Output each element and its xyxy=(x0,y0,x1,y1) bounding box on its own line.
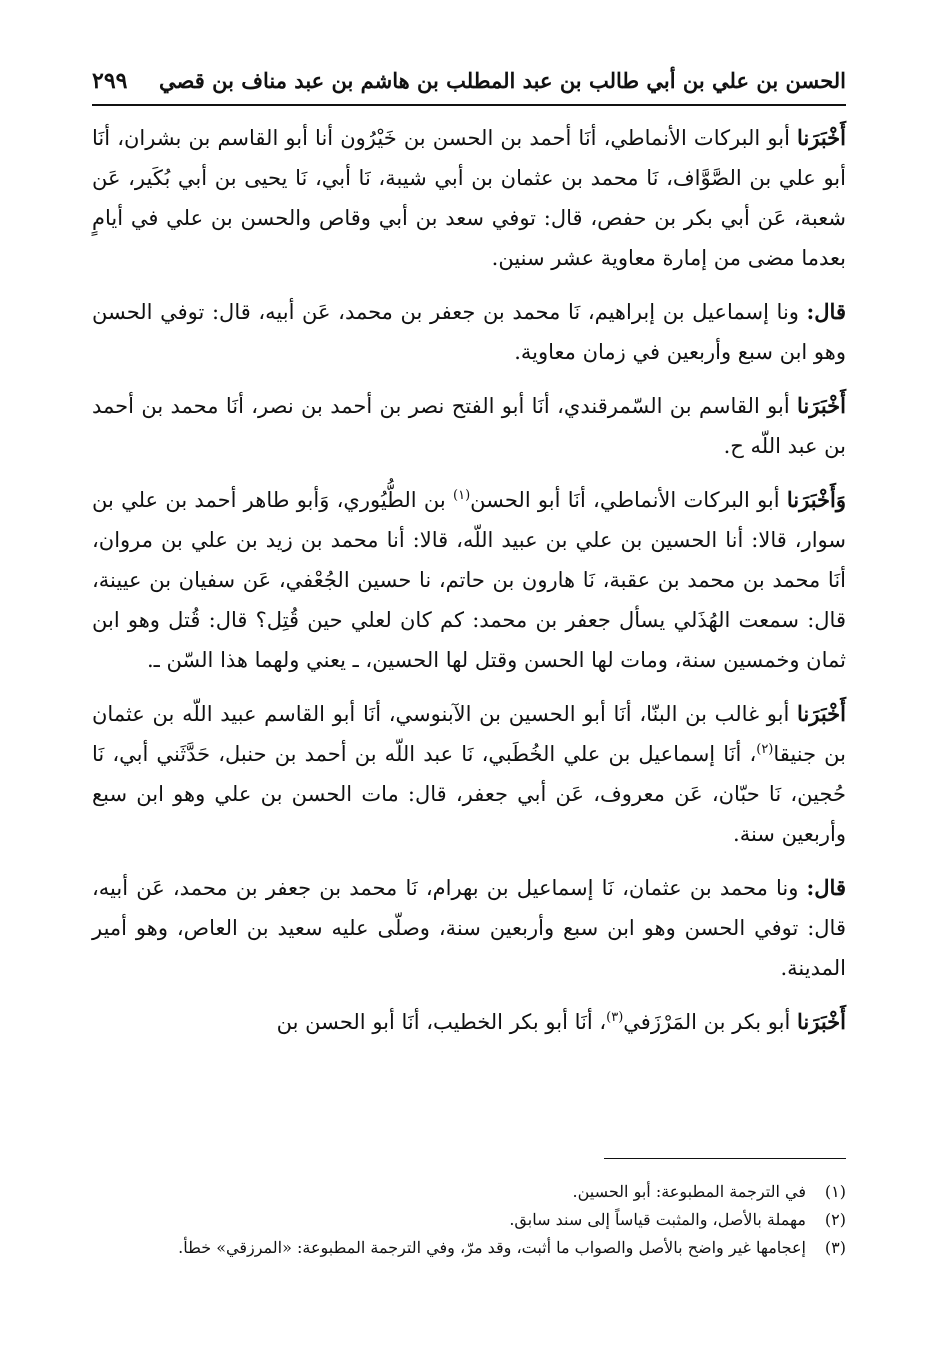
paragraph-6 xyxy=(92,868,846,988)
paragraph-lead: أَخْبَرَنا xyxy=(797,125,846,150)
footnote-reference: (١) xyxy=(453,488,471,503)
paragraph-1 xyxy=(92,118,846,278)
footnote-text: مهملة بالأصل، والمثبت قياساً إلى سند سابق. xyxy=(509,1210,806,1229)
paragraph-7 xyxy=(92,1002,846,1042)
paragraph-text: أبو القاسم بن السّمرقندي، أنَا أبو الفتح نصر بن أحمد بن نصر، أنَا محمد بن أحمد بن عبد اللّه ح. xyxy=(92,394,846,458)
footnotes xyxy=(92,1178,846,1262)
footnote-number: (١) xyxy=(824,1182,846,1201)
running-title: الحسن بن علي بن أبي طالب بن عبد المطلب بن هاشم بن عبد مناف بن قصي xyxy=(159,68,846,93)
paragraph-3 xyxy=(92,386,846,466)
footnote-number: (٢) xyxy=(824,1210,846,1229)
paragraph-text: ونا محمد بن عثمان، نَا إسماعيل بن بهرام، نَا محمد بن جعفر بن محمد، عَن أبيه، قال: توفي الحسن وهو ابن سبع وأربعين سنة، وصلّى عليه سعيد بن العاص، وهو أمير المدينة. xyxy=(92,876,846,980)
paragraph-text: أبو بكر بن المَرْزَفي xyxy=(623,1010,798,1034)
paragraph-text: أبو البركات الأنماطي، أنَا أبو الحسن xyxy=(470,488,787,512)
page-header xyxy=(92,62,846,102)
footnote-reference: (٣) xyxy=(606,1010,624,1025)
footnote-2 xyxy=(92,1206,846,1234)
paragraph-5 xyxy=(92,694,846,854)
paragraph-lead: أَخْبَرَنا xyxy=(797,1009,846,1034)
footnote-1 xyxy=(92,1178,846,1206)
paragraph-text: بن الطُّيُوري، وَأبو طاهر أحمد بن علي بن سوار، قالا: أنا الحسين بن علي بن عبيد اللّه، قالا: أنا محمد بن زيد بن علي بن مروان، أنَا محمد بن محمد بن عقبة، نَا هارون بن حاتم، نا حسين الجُعْفي، عَن سفيان بن عيينة، قال: سمعت الهُذَلي يسأل جعفر بن محمد: كم كان لعلي حين قُتِل؟ قال: قُتل وهو ابن ثمان وخمسين سنة، ومات لها الحسن وقتل لها الحسين، ـ يعني ولهما هذا السّن ـ. xyxy=(92,488,846,672)
paragraph-lead: وَأَخْبَرَنا xyxy=(786,487,846,512)
paragraph-text: أبو غالب بن البنّا، أنَا أبو الحسين بن الآبنوسي، أنَا أبو القاسم عبيد اللّه بن عثمان بن جنيقا xyxy=(92,702,846,766)
footnote-divider xyxy=(604,1158,846,1159)
paragraph-2 xyxy=(92,292,846,372)
paragraph-lead: أَخْبَرَنا xyxy=(797,701,846,726)
paragraph-lead: قال: xyxy=(806,299,846,324)
main-text xyxy=(92,118,846,1056)
paragraph-4 xyxy=(92,480,846,680)
footnote-3 xyxy=(92,1234,846,1262)
paragraph-text: أبو البركات الأنماطي، أنَا أحمد بن الحسن بن خَيْرُون أنا أبو القاسم بن بشران، أنَا أبو علي بن الصَّوَّاف، نَا محمد بن عثمان بن أبي شيبة، نَا أبي، نَا يحيى بن أبي بُكَير، عَن شعبة، عَن أبي بكر بن حفص، قال: توفي سعد بن أبي وقاص والحسن بن علي في أيامٍ بعدما مضى من إمارة معاوية عشر سنين. xyxy=(92,126,846,270)
paragraph-text: ، أنَا أبو بكر الخطيب، أنَا أبو الحسن بن xyxy=(276,1010,607,1034)
paragraph-lead: أَخْبَرَنا xyxy=(797,393,846,418)
footnote-text: إعجامها غير واضح بالأصل والصواب ما أثبت، وقد مرّ، وفي الترجمة المطبوعة: «المرزقي» خطأ. xyxy=(178,1238,806,1257)
footnote-text: في الترجمة المطبوعة: أبو الحسين. xyxy=(572,1182,806,1201)
paragraph-lead: قال: xyxy=(806,875,846,900)
header-divider xyxy=(92,104,846,106)
footnote-number: (٣) xyxy=(824,1238,846,1257)
page-number: ٢٩٩ xyxy=(92,68,128,94)
paragraph-text: ونا إسماعيل بن إبراهيم، نَا محمد بن جعفر بن محمد، عَن أبيه، قال: توفي الحسن وهو ابن سبع وأربعين في زمان معاوية. xyxy=(92,300,846,364)
footnote-reference: (٢) xyxy=(756,742,774,757)
paragraph-text: ، أنَا إسماعيل بن علي الخُطَبي، نَا عبد اللّه بن أحمد بن حنبل، حَدَّثَني أبي، نَا حُجين، نَا حبّان، عَن معروف، عَن أبي جعفر، قال: مات الحسن بن علي وهو ابن سبع وأربعين سنة. xyxy=(92,742,846,846)
